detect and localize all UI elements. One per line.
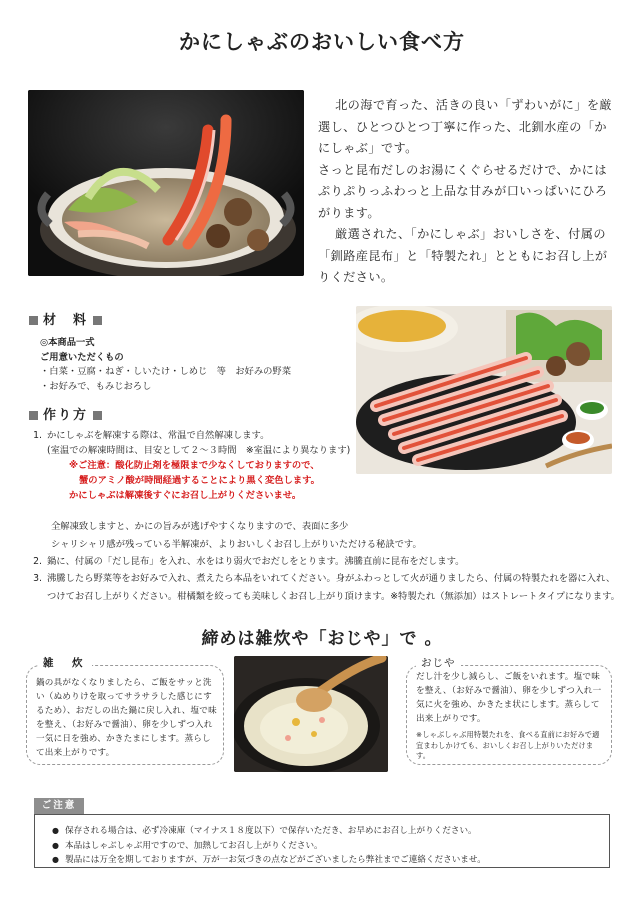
zosui-text: 鍋の具がなくなりましたら、ご飯をサッと洗い（ぬめりけを取ってサラサラした感じにするため）、おだしの出た鍋に戻し入れ、塩で味を整え、（お好みで醤油）、卵を少しずつ入れ一気に日を強め、かきたまにします。蒸らして出来上がりです。 <box>36 678 217 758</box>
materials-item: ・白菜・豆腐・ねぎ・しいたけ・しめじ 等 お好みの野菜 <box>40 366 292 377</box>
materials-item: ・お好みで、もみじおろし <box>40 380 152 392</box>
step-text: 沸騰したら野菜等をお好みで入れ、煮えたら本品をいれてください。身がふわっとして火が通りましたら、付属の特製たれを器に入れ、 <box>47 573 616 584</box>
step-text: 鍋に、付属の「だし昆布」を入れ、水をはり弱火でおだしをとります。沸騰直前に昆布をだします。 <box>47 556 465 567</box>
step-3 <box>22 571 622 604</box>
finish-title: 締めは雑炊や「おじや」で 。 <box>201 629 443 649</box>
intro-paragraph: 厳選された、「かにしゃぶ」おいしさを、付属の「釧路産昆布」と「特製たれ」とともにお召し上がりください。 <box>318 227 608 284</box>
step-1 <box>22 428 622 552</box>
warning-text: かにしゃぶは解凍後すぐにお召し上がりくださいませ。 <box>69 490 302 501</box>
materials-heading-label: 材 料 <box>43 313 89 328</box>
warning-text: ※ご注意：酸化防止剤を極限まで少なくしておりますので、 <box>69 460 320 471</box>
step-text: シャリシャリ感が残っている半解凍が、よりおいしくお召し上がりいただける秘訣です。 <box>51 539 422 550</box>
notice-list <box>52 824 602 868</box>
notice-item: ● 製品には万全を期しておりますが、万が一お気づきの点などがございましたら弊社までご連絡くださいませ。 <box>52 853 602 868</box>
warning-text: 蟹のアミノ酸が時間経過することにより黒く変色します。 <box>79 475 320 486</box>
page-title: かにしゃぶのおいしい食べ方 <box>179 29 465 54</box>
ojiya-text-block <box>416 670 606 762</box>
zosui-label: 雑 炊 <box>38 655 92 670</box>
square-bullet-icon <box>93 316 102 325</box>
materials-heading <box>24 309 107 328</box>
step-text: (室温での解凍時間は、目安として２～３時間 ※室温により異なります) <box>47 445 351 456</box>
notice-item: ● 保存される場合は、必ず冷凍庫（マイナス１８度以下）で保存いただき、お早めにお召し上がりください。 <box>52 824 602 839</box>
ojiya-label: おじや <box>416 655 461 670</box>
materials-list <box>40 336 340 394</box>
intro-paragraph: 北の海で育った、活きの良い「ずわいがに」を厳選し、ひとつひとつ丁寧に作った、北釧水産の「かにしゃぶ」です。 <box>318 98 613 155</box>
ojiya-note: ※しゃぶしゃぶ用特製たれを、食べる直前にお好みで適宜まわしかけても、おいしくお召し上がりいただけます。 <box>416 730 600 760</box>
step-2 <box>22 554 622 569</box>
step-text: かにしゃぶを解凍する際は、常温で自然解凍します。 <box>47 430 270 441</box>
zosui-photo <box>234 656 388 772</box>
notice-tab: ご注意 <box>34 798 84 814</box>
step-number: 2. <box>33 556 42 567</box>
notice-item: ● 本品はしゃぶしゃぶ用ですので、加熱してお召し上がりください。 <box>52 839 602 854</box>
step-number: 1. <box>33 430 42 441</box>
step-text: つけてお召し上がりください。柑橘類を絞っても美味しくお召し上がり頂けます。※特製たれ（無添加）はストレートタイプになります。 <box>47 591 620 602</box>
method-heading <box>24 404 107 423</box>
square-bullet-icon <box>29 316 38 325</box>
materials-item: ご用意いただくもの <box>40 351 124 363</box>
square-bullet-icon <box>93 411 102 420</box>
intro-text <box>318 95 614 289</box>
step-number: 3. <box>33 573 42 584</box>
method-heading-label: 作り方 <box>43 408 89 423</box>
square-bullet-icon <box>29 411 38 420</box>
step-text: 全解凍致しますと、かにの旨みが逃げやすくなりますので、表面に多少 <box>51 521 349 532</box>
intro-paragraph: さっと昆布だしのお湯にくぐらせるだけで、かにはぷりぷりっふわっと上品な甘みが口いっぱいにひろがります。 <box>318 162 608 220</box>
ojiya-text: だし汁を少し減らし、ご飯をいれます。塩で味を整え、（お好みで醤油）、卵を少しずつ入れ一気に火を強め、かきたま状にします。蒸らして出来上がりです。 <box>416 672 602 724</box>
method-steps <box>22 428 622 604</box>
materials-item: ◎本商品一式 <box>40 337 95 348</box>
hotpot-photo <box>28 90 304 276</box>
